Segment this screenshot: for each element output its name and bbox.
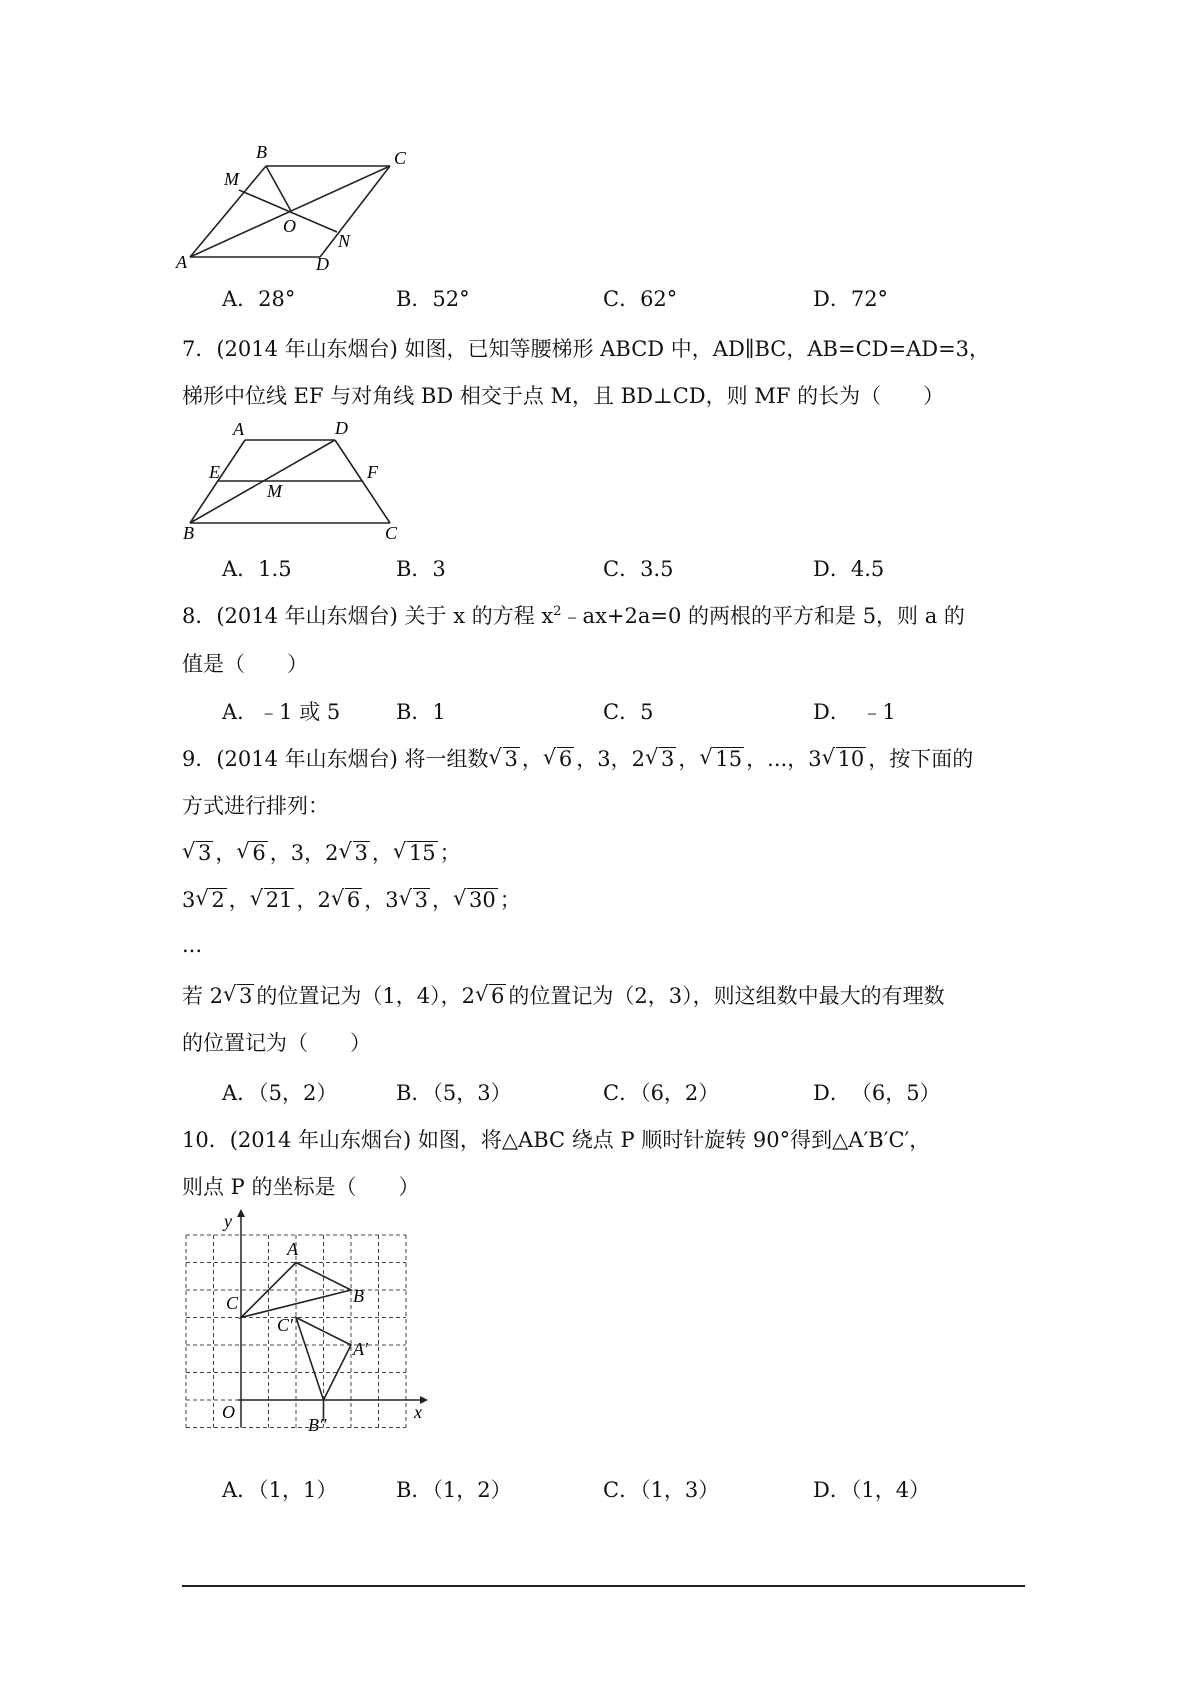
q7-label-b: B: [183, 523, 194, 540]
sqrt: [475, 984, 506, 1008]
sqrt: [195, 888, 226, 912]
q7-option-d[interactable]: D．4.5: [813, 557, 885, 581]
q9-ellipsis-line: ...: [182, 933, 203, 957]
q8-option-b[interactable]: B．1: [396, 700, 446, 724]
q9-row-2: [182, 884, 521, 914]
q9-question-line-2: 方式进行排列：: [182, 794, 329, 818]
q6-label-d: D: [316, 254, 329, 270]
sqrt: [182, 841, 213, 865]
ellipsis: ...: [767, 747, 788, 771]
radicand: 30: [468, 888, 496, 912]
q10-option-a[interactable]: A．（1，1）: [222, 1478, 338, 1502]
sqrt: [250, 888, 295, 912]
comma: ，: [787, 747, 809, 771]
q9-sqrt-6: [543, 747, 574, 771]
q7-label-d: D: [335, 418, 348, 438]
q6-parallelogram-figure: [170, 140, 430, 270]
q8-option-a[interactable]: A．﹣1 或 5: [222, 700, 341, 724]
number: 3: [597, 747, 611, 771]
q10-axis-y-label: y: [224, 1211, 232, 1231]
q9-row-1: [182, 837, 461, 867]
sqrt: [223, 984, 254, 1008]
q7-option-c[interactable]: C．3.5: [603, 557, 674, 581]
q9-line1-suffix: ，按下面的: [868, 747, 974, 771]
q9-question-line-4: 的位置记为（ ）: [182, 1031, 371, 1055]
text: 的位置记为（2，3），则这组数中最大的有理数: [508, 984, 945, 1008]
comma: ，: [746, 747, 768, 771]
comma: ，: [521, 747, 543, 771]
comma: ，: [576, 747, 598, 771]
radicand: 15: [408, 841, 436, 865]
q7-question-line-1: 7．(2014 年山东烟台) 如图，已知等腰梯形 ABCD 中，AD∥BC，AB=CD=AD=3，: [182, 337, 991, 361]
q7-option-b[interactable]: B．3: [396, 557, 446, 581]
q6-option-a[interactable]: A．28°: [222, 287, 296, 311]
comma: ，: [304, 841, 326, 865]
q7-label-c: C: [385, 523, 398, 540]
q10-label-b-prime: B″: [308, 1415, 327, 1435]
q10-label-c: C: [226, 1293, 239, 1313]
radicand: 3: [414, 888, 428, 912]
radicand: 3: [661, 747, 675, 771]
text: 若 2: [182, 984, 224, 1008]
semicolon: ；: [499, 888, 521, 912]
comma: ，: [678, 747, 700, 771]
q7-label-m: M: [267, 481, 282, 501]
radicand: 6: [252, 841, 266, 865]
q8-text-b: ﹣ax+2a=0 的两根的平方和是 5，则 a 的: [561, 604, 965, 628]
q8-superscript: 2: [553, 604, 562, 619]
radicand: 6: [491, 984, 505, 1008]
q6-label-b: B: [256, 142, 267, 162]
text: 的位置记为（1，4），2: [256, 984, 476, 1008]
coefficient: 3: [385, 888, 399, 912]
q10-option-b[interactable]: B．（1，2）: [396, 1478, 512, 1502]
radicand: 3: [504, 747, 518, 771]
comma: ，: [371, 841, 393, 865]
q8-text-a: 8．(2014 年山东烟台) 关于 x 的方程 x: [182, 604, 554, 628]
coefficient: 2: [325, 841, 339, 865]
radicand: 6: [558, 747, 573, 771]
q6-label-c: C: [394, 148, 407, 168]
q9-option-a[interactable]: A．（5，2）: [222, 1081, 338, 1105]
q6-option-b[interactable]: B．52°: [396, 287, 470, 311]
comma: ，: [364, 888, 386, 912]
q10-axis-x-label: x: [414, 1402, 422, 1422]
q6-label-m: M: [224, 169, 239, 189]
number: 3: [290, 841, 305, 865]
q9-sqrt-3b: [645, 747, 676, 771]
q8-option-d[interactable]: D． ﹣1: [813, 700, 896, 724]
sqrt: [393, 841, 438, 865]
coefficient: 2: [317, 888, 331, 912]
q9-option-c[interactable]: C．（6，2）: [603, 1081, 720, 1105]
q6-label-o: O: [283, 216, 296, 236]
q10-coordinate-grid-figure: [180, 1205, 430, 1450]
q7-option-a[interactable]: A．1.5: [222, 557, 292, 581]
comma: ，: [228, 888, 250, 912]
q7-label-f: F: [367, 462, 378, 482]
q9-option-d[interactable]: D． （6，5）: [813, 1081, 941, 1105]
semicolon: ；: [439, 841, 461, 865]
radicand: 10: [837, 747, 865, 771]
q9-question-line-1: [182, 743, 973, 773]
sqrt: [236, 841, 267, 865]
q6-label-a: A: [176, 252, 187, 270]
q8-question-line-1: [182, 600, 965, 630]
q9-sqrt-3: [489, 747, 520, 771]
coefficient: 3: [808, 747, 822, 771]
comma: ，: [431, 888, 453, 912]
q8-question-line-2: 值是（ ）: [182, 652, 308, 676]
q10-label-a-prime: A′: [353, 1339, 368, 1359]
radicand: 2: [211, 888, 225, 912]
q6-label-n: N: [338, 231, 351, 251]
q9-option-b[interactable]: B．（5，3）: [396, 1081, 512, 1105]
q7-label-a: A: [233, 419, 244, 439]
coefficient: 2: [631, 747, 646, 771]
coefficient: 3: [182, 888, 196, 912]
q10-question-line-1: 10．(2014 年山东烟台) 如图，将△ABC 绕点 P 顺时针旋转 90°得到△A′B′C′，: [182, 1128, 931, 1152]
q10-label-b: B: [353, 1286, 364, 1306]
radicand: 15: [715, 747, 743, 771]
sqrt: [399, 888, 430, 912]
q10-option-d[interactable]: D．（1，4）: [813, 1478, 931, 1502]
q10-label-c-prime: C′: [277, 1315, 293, 1335]
comma: ，: [269, 841, 291, 865]
q7-question-line-2: 梯形中位线 EF 与对角线 BD 相交于点 M，且 BD⊥CD，则 MF 的长为（ ）: [182, 384, 945, 408]
radicand: 6: [346, 888, 361, 912]
radicand: 3: [198, 841, 212, 865]
comma: ，: [215, 841, 237, 865]
q9-sqrt-15: [699, 747, 744, 771]
q9-question-line-3: [182, 980, 945, 1010]
q10-option-c[interactable]: C．（1，3）: [603, 1478, 720, 1502]
q6-option-d[interactable]: D．72°: [813, 287, 889, 311]
radicand: 3: [354, 841, 368, 865]
footer-divider: [182, 1585, 1025, 1587]
sqrt: [339, 841, 370, 865]
q9-sqrt-10: [822, 747, 867, 771]
comma: ，: [296, 888, 318, 912]
q10-label-a: A: [287, 1239, 298, 1259]
comma: ，: [610, 747, 632, 771]
q7-label-e: E: [209, 462, 220, 482]
radicand: 21: [265, 888, 293, 912]
radicand: 3: [239, 984, 253, 1008]
sqrt: [331, 888, 362, 912]
sqrt: [453, 888, 498, 912]
q10-origin-label: O: [222, 1402, 235, 1422]
q6-option-c[interactable]: C．62°: [603, 287, 678, 311]
q9-line1-prefix: 9．(2014 年山东烟台) 将一组数: [182, 747, 489, 771]
q7-trapezoid-figure: [175, 415, 415, 540]
q8-option-c[interactable]: C．5: [603, 700, 654, 724]
q10-question-line-2: 则点 P 的坐标是（ ）: [182, 1175, 420, 1199]
